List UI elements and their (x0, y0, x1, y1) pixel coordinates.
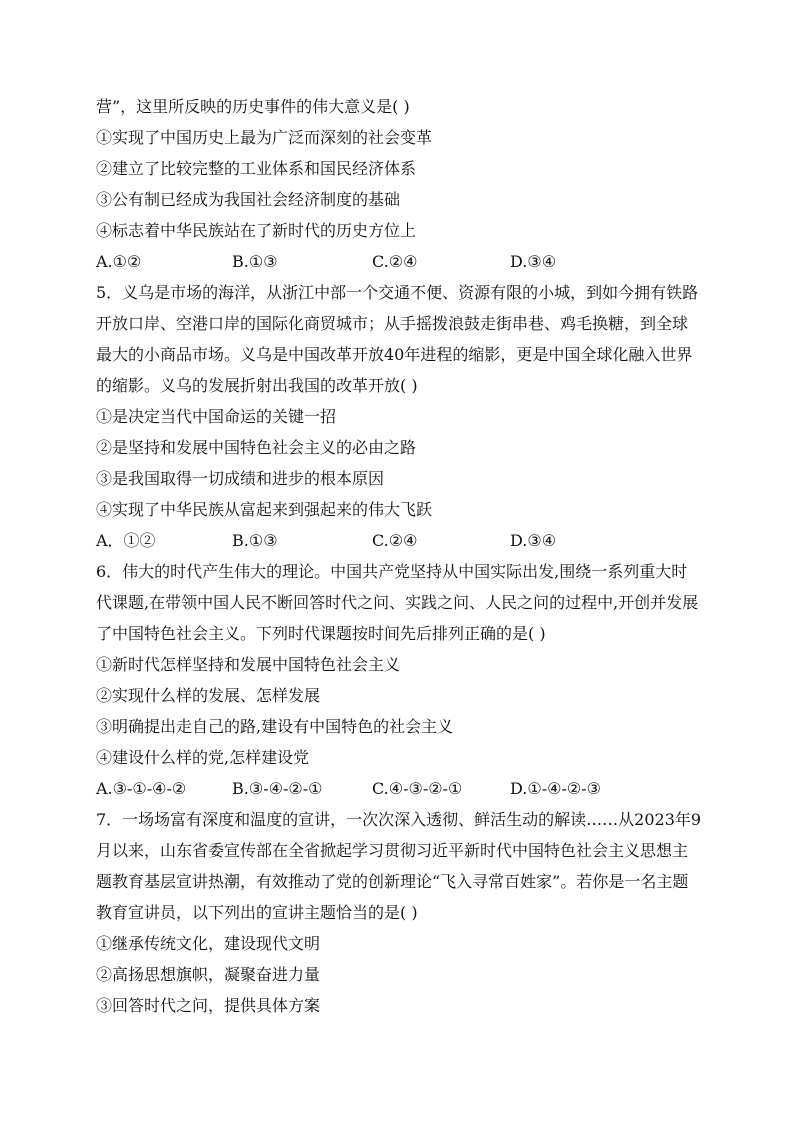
q4-options (96, 246, 716, 277)
q7-stem-line-4: 教育宣讲员，以下列出的宣讲主题恰当的是( ) (96, 903, 418, 922)
q7-stem-line-1: 7．一场场富有深度和温度的宣讲，一次次深入透彻、鲜活生动的解读……从2023年9 (96, 810, 702, 829)
q5-item-1: ①是决定当代中国命运的关键一招 (96, 407, 337, 426)
q5-option-a: A．①② (96, 531, 156, 550)
q6-stem-line-1: 6．伟大的时代产生伟大的理论。中国共产党坚持从中国实际出发,围绕一系列重大时 (96, 562, 688, 581)
q6-option-c: C.④-③-②-① (372, 779, 463, 798)
q4-item-2: ②建立了比较完整的工业体系和国民经济体系 (96, 159, 417, 178)
q6-item-3: ③明确提出走自己的路,建设有中国特色的社会主义 (96, 717, 454, 736)
q4-option-a: A.①② (96, 252, 142, 271)
q7-stem-line-2: 月以来，山东省委宣传部在全省掀起学习贯彻习近平新时代中国特色社会主义思想主 (96, 841, 689, 860)
q4-item-3: ③公有制已经成为我国社会经济制度的基础 (96, 190, 401, 209)
q6-option-d: D.①-④-②-③ (510, 779, 601, 798)
q7-item-3: ③回答时代之问，提供具体方案 (96, 996, 321, 1015)
q7-item-1: ①继承传统文化，建设现代文明 (96, 934, 321, 953)
q5-option-c: C.②④ (372, 531, 418, 550)
q4-item-4: ④标志着中华民族站在了新时代的历史方位上 (96, 221, 417, 240)
q4-option-b: B.①③ (232, 252, 278, 271)
q6-stem-line-3: 了中国特色社会主义。下列时代课题按时间先后排列正确的是( ) (96, 624, 546, 643)
q5-item-2: ②是坚持和发展中国特色社会主义的必由之路 (96, 438, 417, 457)
q4-item-1: ①实现了中国历史上最为广泛而深刻的社会变革 (96, 128, 433, 147)
q5-stem-line-2: 开放口岸、空港口岸的国际化商贸城市；从手摇拨浪鼓走街串巷、鸡毛换糖，到全球 (96, 314, 689, 333)
q6-item-4: ④建设什么样的党,怎样建设党 (96, 748, 310, 767)
exam-page (96, 91, 716, 1021)
q7-item-2: ②高扬思想旗帜，凝聚奋进力量 (96, 965, 321, 984)
q6-option-a: A.③-①-④-② (96, 779, 187, 798)
q7-stem-line-3: 题教育基层宣讲热潮，有效推动了党的创新理论“飞入寻常百姓家”。若你是一名主题 (96, 872, 689, 891)
q6-item-2: ②实现什么样的发展、怎样发展 (96, 686, 321, 705)
q6-options (96, 773, 716, 804)
q5-stem-line-4: 的缩影。义乌的发展折射出我国的改革开放( ) (96, 376, 418, 395)
q5-stem-line-1: 5．义乌是市场的海洋，从浙江中部一个交通不便、资源有限的小城，到如今拥有铁路 (96, 283, 699, 302)
q4-stem-tail: 营”，这里所反映的历史事件的伟大意义是( ) (96, 97, 410, 116)
q6-stem-line-2: 代课题,在带领中国人民不断回答时代之问、实践之问、人民之问的过程中,开创并发展 (96, 593, 699, 612)
q6-item-1: ①新时代怎样坚持和发展中国特色社会主义 (96, 655, 401, 674)
q5-options (96, 525, 716, 556)
q5-stem-line-3: 最大的小商品市场。义乌是中国改革开放40年进程的缩影，更是中国全球化融入世界 (96, 345, 693, 364)
q4-option-c: C.②④ (372, 252, 418, 271)
q6-option-b: B.③-④-②-① (232, 779, 323, 798)
q5-item-4: ④实现了中华民族从富起来到强起来的伟大飞跃 (96, 500, 433, 519)
q5-item-3: ③是我国取得一切成绩和进步的根本原因 (96, 469, 385, 488)
q5-option-d: D.③④ (510, 531, 557, 550)
q4-option-d: D.③④ (510, 252, 557, 271)
q5-option-b: B.①③ (232, 531, 278, 550)
